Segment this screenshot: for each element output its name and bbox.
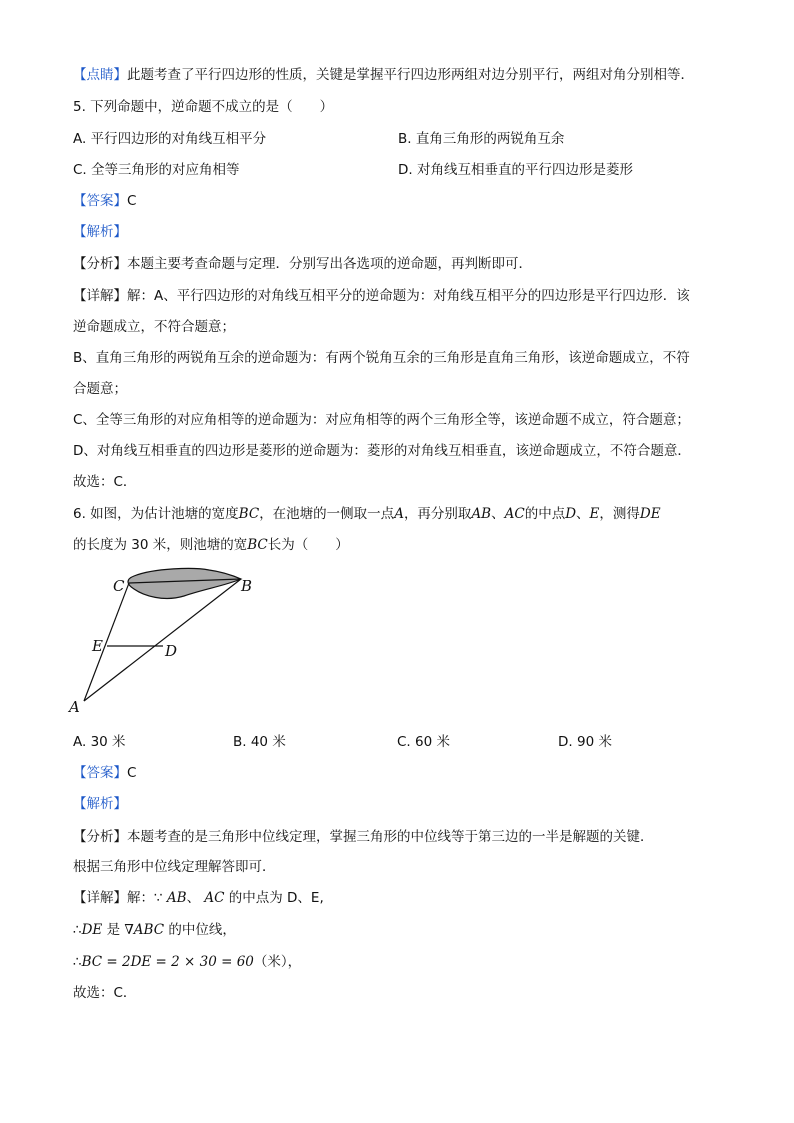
q5-fenxi-line [73,255,532,273]
q6-xiangjie-text: 、 [186,890,201,906]
q6-stem-text: ，再分别取 [403,506,472,522]
math-ac: AC [504,506,525,522]
q6-stem-text: 的长度为 30 米，则池塘的宽 [73,537,248,553]
q5-option-c: C. 全等三角形的对应角相等 [73,162,240,178]
q6-fenxi: 本题考查的是三角形中位线定理，掌握三角形的中位线等于第三边的一半是解题的关键． [127,829,654,845]
q6-xiangjie-line-1 [73,889,324,907]
dianjing-line [73,66,694,84]
q6-xiangjie-text: （米）， [253,954,302,970]
q6-stem-text: 长为（ ） [267,537,349,553]
q5-xiangjie-5: C、全等三角形的对应角相等的逆命题为：对应角相等的两个三角形全等，该逆命题不成立，符合题意； [73,412,690,428]
math-de: DE [81,922,103,938]
q5-answer: C [127,193,137,209]
q6-xiangjie-text: 的中点为 D、E, [228,890,324,906]
q6-stem-text: 的中点 [524,506,566,522]
q6-option-a: A. 30 米 [73,734,126,750]
q6-option-d: D. 90 米 [558,734,612,750]
q6-xiangjie-line-2 [73,921,236,939]
q5-fenxi-tag: 【分析】 [73,256,127,272]
q5-xiangjie-tag: 【详解】 [73,288,127,304]
q6-xiangjie-text: 解：∵ [127,890,163,906]
q6-xuan: 故选：C． [73,985,137,1001]
q6-stem-text: 、 [491,506,505,522]
dianjing-text: 此题考查了平行四边形的性质，关键是掌握平行四边形两组对边分别平行，两组对角分别相等． [127,67,694,83]
q6-answer-line [73,764,136,782]
q6-xiangjie-text: ∴ [73,922,82,938]
dianjing-tag: 【点睛】 [73,67,127,83]
pond-triangle-figure [64,562,294,722]
q6-option-c: C. 60 米 [397,734,450,750]
math-ab: AB [471,506,492,522]
q6-stem-text: 、 [576,506,590,522]
q5-analysis-tag: 【解析】 [73,224,127,240]
q5-fenxi: 本题主要考查命题与定理．分别写出各选项的逆命题，再判断即可． [127,256,532,272]
label-c: C [113,577,125,595]
math-ab: AB [166,890,187,906]
math-triangle-abc: ∇ABC [124,922,165,938]
q6-option-b: B. 40 米 [233,734,286,750]
q6-xiangjie-text: ∴ [73,954,82,970]
q6-analysis-tag: 【解析】 [73,796,127,812]
label-e: E [92,637,103,655]
q5-xiangjie-1: 解：A、平行四边形的对角线互相平分的逆命题为：对角线互相平分的四边形是平行四边形．该 [127,288,690,304]
q6-stem-text: ，测得 [599,506,640,522]
q5-xiangjie-4: 合题意； [73,381,127,397]
q5-xuan: 故选：C． [73,474,137,490]
q6-xiangjie-tag: 【详解】 [73,890,127,906]
q6-xiangjie-text: 的中位线， [168,922,236,938]
math-d: D [565,506,577,522]
q5-xiangjie-2: 逆命题成立，不符合题意； [73,319,235,335]
pond-shape [128,568,241,598]
q5-answer-line [73,192,136,210]
q6-xiangjie-text: 是 [106,922,121,938]
q6-stem-line-1 [73,505,661,523]
label-d: D [165,642,178,660]
q6-stem-text: 6. 如图，为估计池塘的宽度 [73,506,239,522]
q6-stem-line-2 [73,536,349,554]
q5-answer-tag: 【答案】 [73,193,127,209]
math-e: E [589,506,600,522]
q6-xiangjie-line-3 [73,953,301,971]
q6-answer-tag: 【答案】 [73,765,127,781]
q6-fenxi-tag: 【分析】 [73,829,127,845]
math-bc: BC [238,506,260,522]
math-ac: AC [204,890,225,906]
math-de: DE [639,506,661,522]
q5-option-d: D. 对角线互相垂直的平行四边形是菱形 [398,162,633,178]
math-equation: BC = 2DE = 2 × 30 = 60 [81,954,254,970]
q5-option-b: B. 直角三角形的两锐角互余 [398,131,565,147]
q6-fenxi-line [73,828,654,846]
label-a: A [69,698,80,716]
math-a: A [394,506,404,522]
q5-stem: 5. 下列命题中，逆命题不成立的是（ ） [73,99,334,115]
q5-option-a: A. 平行四边形的对角线互相平分 [73,131,267,147]
label-b: B [241,577,253,595]
q6-answer: C [127,765,137,781]
q5-xiangjie-6: D、对角线互相垂直的四边形是菱形的逆命题为：菱形的对角线互相垂直，该逆命题成立，不符合题意． [73,443,691,459]
q5-xiangjie-line-1 [73,287,690,305]
q6-fenxi-2: 根据三角形中位线定理解答即可． [73,859,276,875]
q5-xiangjie-3: B、直角三角形的两锐角互余的逆命题为：有两个锐角互余的三角形是直角三角形，该逆命题成立，不符 [73,350,690,366]
q6-stem-text: ，在池塘的一侧取一点 [259,506,395,522]
math-bc: BC [247,537,268,553]
